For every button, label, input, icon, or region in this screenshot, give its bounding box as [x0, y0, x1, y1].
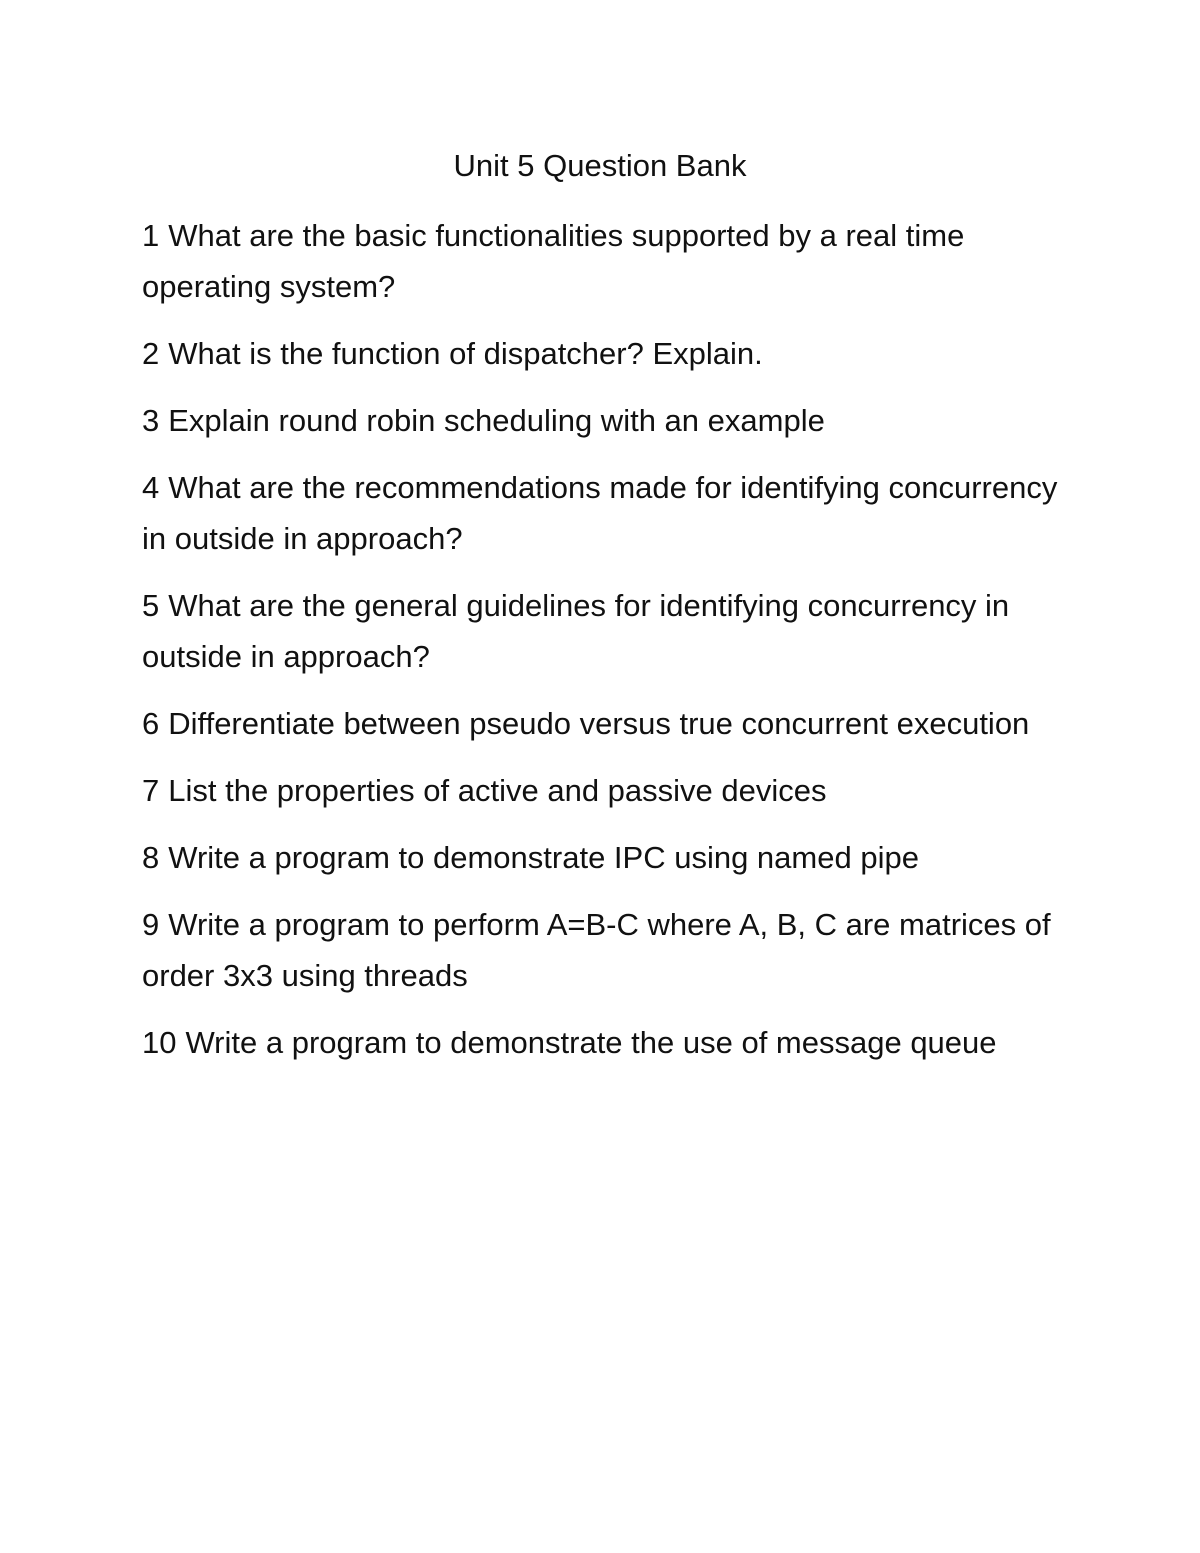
- question-number: 5: [142, 588, 160, 623]
- question-item: [142, 328, 1062, 379]
- question-number: 6: [142, 706, 160, 741]
- question-item: [142, 1017, 1062, 1068]
- page-title: Unit 5 Question Bank: [453, 148, 747, 183]
- question-number: 8: [142, 840, 160, 875]
- question-item: [142, 698, 1062, 749]
- question-number: 7: [142, 773, 160, 808]
- question-text: What are the recommendations made for identifying concurrency in outside in approach?: [142, 470, 1058, 556]
- question-list: [142, 210, 1062, 1084]
- question-text: Write a program to perform A=B-C where A, B, C are matrices of order 3x3 using threads: [142, 907, 1051, 993]
- question-text: List the properties of active and passive devices: [168, 773, 827, 808]
- question-number: 3: [142, 403, 160, 438]
- question-text: Explain round robin scheduling with an example: [168, 403, 825, 438]
- question-number: 10: [142, 1025, 177, 1060]
- question-number: 1: [142, 218, 160, 253]
- question-item: [142, 832, 1062, 883]
- question-text: What are the basic functionalities supported by a real time operating system?: [142, 218, 965, 304]
- question-text: What is the function of dispatcher? Explain.: [168, 336, 763, 371]
- question-number: 9: [142, 907, 160, 942]
- question-number: 4: [142, 470, 160, 505]
- question-text: Differentiate between pseudo versus true concurrent execution: [168, 706, 1030, 741]
- question-text: Write a program to demonstrate IPC using named pipe: [168, 840, 919, 875]
- question-item: [142, 580, 1062, 682]
- question-item: [142, 765, 1062, 816]
- question-item: [142, 210, 1062, 312]
- question-item: [142, 462, 1062, 564]
- question-item: [142, 899, 1062, 1001]
- question-text: What are the general guidelines for identifying concurrency in outside in approach?: [142, 588, 1010, 674]
- question-text: Write a program to demonstrate the use of message queue: [185, 1025, 997, 1060]
- question-number: 2: [142, 336, 160, 371]
- question-item: [142, 395, 1062, 446]
